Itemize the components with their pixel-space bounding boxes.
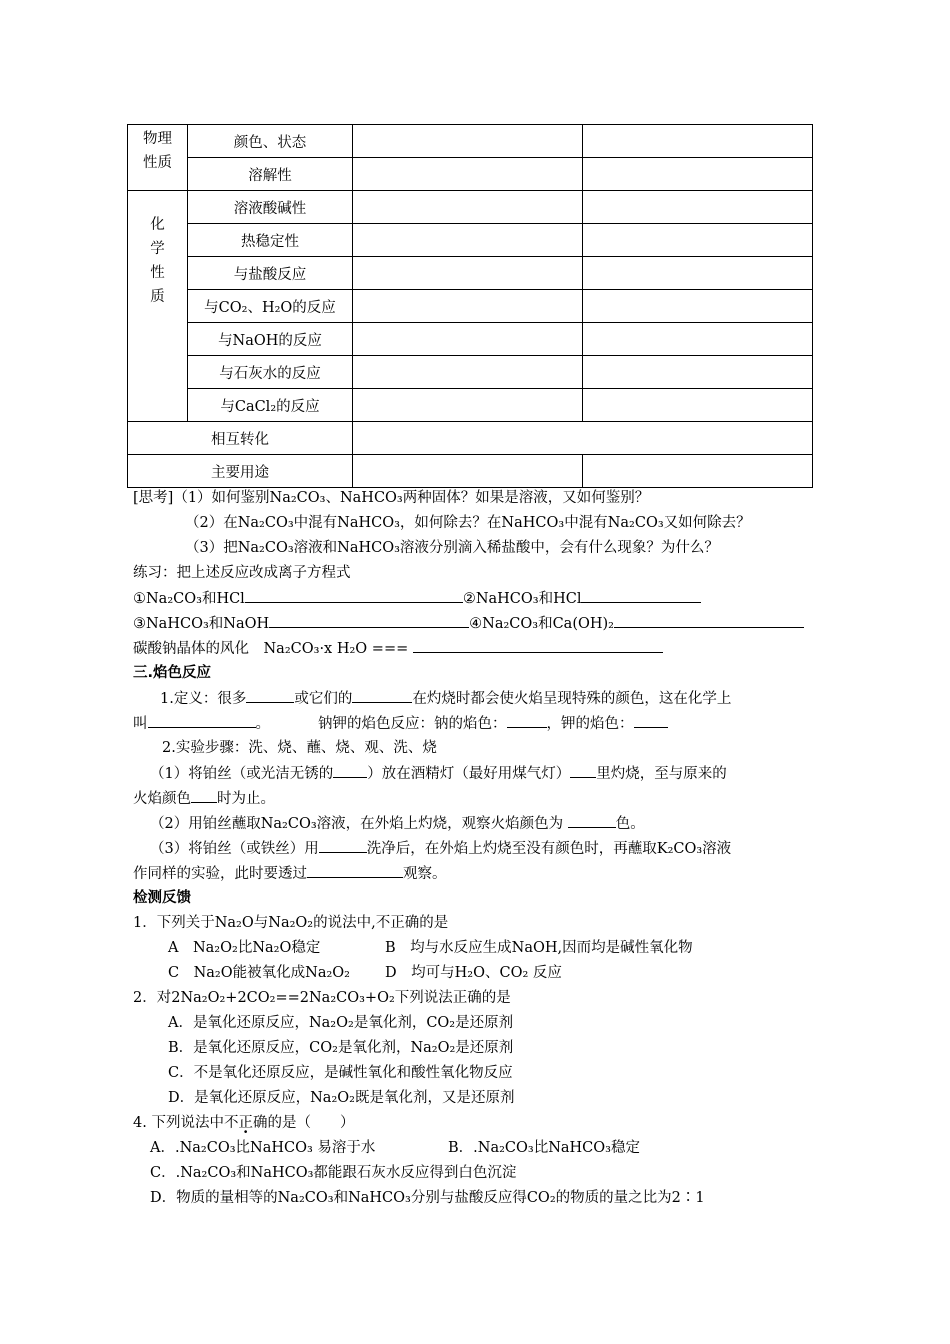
cell-na2co3 <box>353 356 583 389</box>
cell-nahco3 <box>583 257 813 290</box>
feedback-heading: 检测反馈 <box>133 890 191 906</box>
think-q1: [思考]（1）如何鉴别Na₂CO₃、NaHCO₃两种固体？如果是溶液，又如何鉴别？ <box>133 490 650 506</box>
cell-nahco3 <box>583 290 813 323</box>
flame-step-3-cont: 作同样的实验，此时要透过 观察。 <box>133 863 447 884</box>
q1-option-a: A Na₂O₂比Na₂O稳定 <box>168 940 321 956</box>
cell-na2co3 <box>353 224 583 257</box>
cell-nahco3 <box>583 158 813 191</box>
q4-option-d: D．物质的量相等的Na₂CO₃和NaHCO₃分别与盐酸反应得CO₂的物质的量之比为2∶1 <box>150 1190 705 1206</box>
question-1: 1．下列关于Na₂O与Na₂O₂的说法中,不正确的是 <box>133 915 449 931</box>
row-label: 与CO₂、H₂O的反应 <box>188 290 353 323</box>
row-label: 与NaOH的反应 <box>188 323 353 356</box>
q2-option-b: B．是氧化还原反应，CO₂是氧化剂，Na₂O₂是还原剂 <box>168 1040 514 1056</box>
q4-option-b: B．.Na₂CO₃比NaHCO₃稳定 <box>448 1140 640 1156</box>
cell-na2co3 <box>353 191 583 224</box>
row-label: 热稳定性 <box>188 224 353 257</box>
flame-definition: 1.定义：很多 或它们的 在灼烧时都会使火焰呈现特殊的颜色，这在化学上 <box>160 688 731 709</box>
row-label: 与盐酸反应 <box>188 257 353 290</box>
cell-nahco3 <box>583 356 813 389</box>
cell-mutual <box>353 422 813 455</box>
row-label: 颜色、状态 <box>188 125 353 158</box>
cell-na2co3 <box>353 455 583 488</box>
flame-step-1: （1）将铂丝（或光洁无锈的 ）放在酒精灯（最好用煤气灯） 里灼烧，至与原来的 <box>150 763 727 784</box>
cell-na2co3 <box>353 323 583 356</box>
q1-option-c: C Na₂O能被氧化成Na₂O₂ <box>168 965 350 981</box>
q4-option-a: A．.Na₂CO₃比NaHCO₃ 易溶于水 <box>150 1140 376 1156</box>
row-label: 溶解性 <box>188 158 353 191</box>
q1-option-d: D 均可与H₂O、CO₂ 反应 <box>385 965 562 981</box>
q4-option-c: C．.Na₂CO₃和NaHCO₃都能跟石灰水反应得到白色沉淀 <box>150 1165 517 1181</box>
practice-row-1: ①Na₂CO₃和HCl ②NaHCO₃和HCl <box>133 588 701 609</box>
weathering-line: 碳酸钠晶体的风化 Na₂CO₃·x H₂O === <box>133 638 663 659</box>
flame-heading: 三.焰色反应 <box>133 665 212 681</box>
practice-title: 练习：把上述反应改成离子方程式 <box>133 565 351 581</box>
physical-properties-label: 物理 性质 <box>128 125 188 191</box>
q2-option-d: D．是氧化还原反应，Na₂O₂既是氧化剂，又是还原剂 <box>168 1090 515 1106</box>
flame-step-1-cont: 火焰颜色 时为止。 <box>133 788 275 809</box>
think-q2: （2）在Na₂CO₃中混有NaHCO₃，如何除去？在NaHCO₃中混有Na₂CO₃又如何除去？ <box>185 515 751 531</box>
cell-nahco3 <box>583 323 813 356</box>
cell-nahco3 <box>583 455 813 488</box>
cell-na2co3 <box>353 389 583 422</box>
row-label: 相互转化 <box>128 422 353 455</box>
think-q3: （3）把Na₂CO₃溶液和NaHCO₃溶液分别滴入稀盐酸中，会有什么现象？为什么？ <box>185 540 719 556</box>
q2-option-c: C．不是氧化还原反应，是碱性氧化和酸性氧化物反应 <box>168 1065 513 1081</box>
row-label: 主要用途 <box>128 455 353 488</box>
row-label: 溶液酸碱性 <box>188 191 353 224</box>
cell-na2co3 <box>353 125 583 158</box>
cell-na2co3 <box>353 290 583 323</box>
practice-row-2: ③NaHCO₃和NaOH ④Na₂CO₃和Ca(OH)₂ <box>133 613 804 634</box>
chemical-properties-label: 化 学 性 质 <box>128 191 188 422</box>
properties-table <box>127 124 813 488</box>
q1-option-b: B 均与水反应生成NaOH,因而均是碱性氧化物 <box>385 940 693 956</box>
flame-definition-2: 叫 。 钠钾的焰色反应：钠的焰色： ，钾的焰色： <box>133 713 668 734</box>
flame-step-2: （2）用铂丝蘸取Na₂CO₃溶液，在外焰上灼烧，观察火焰颜色为 色。 <box>150 813 645 834</box>
flame-step-3: （3）将铂丝（或铁丝）用 洗净后，在外焰上灼烧至没有颜色时，再蘸取K₂CO₃溶液 <box>150 838 731 859</box>
cell-na2co3 <box>353 257 583 290</box>
question-2: 2．对2Na₂O₂+2CO₂==2Na₂CO₃+O₂下列说法正确的是 <box>133 990 511 1006</box>
cell-nahco3 <box>583 191 813 224</box>
cell-nahco3 <box>583 389 813 422</box>
row-label: 与CaCl₂的反应 <box>188 389 353 422</box>
cell-nahco3 <box>583 125 813 158</box>
cell-na2co3 <box>353 158 583 191</box>
row-label: 与石灰水的反应 <box>188 356 353 389</box>
q2-option-a: A．是氧化还原反应，Na₂O₂是氧化剂，CO₂是还原剂 <box>168 1015 514 1031</box>
cell-nahco3 <box>583 224 813 257</box>
flame-steps: 2.实验步骤：洗、烧、蘸、烧、观、洗、烧 <box>162 740 437 756</box>
question-4: 4. 下列说法中不正确的是（ ） <box>133 1115 355 1131</box>
